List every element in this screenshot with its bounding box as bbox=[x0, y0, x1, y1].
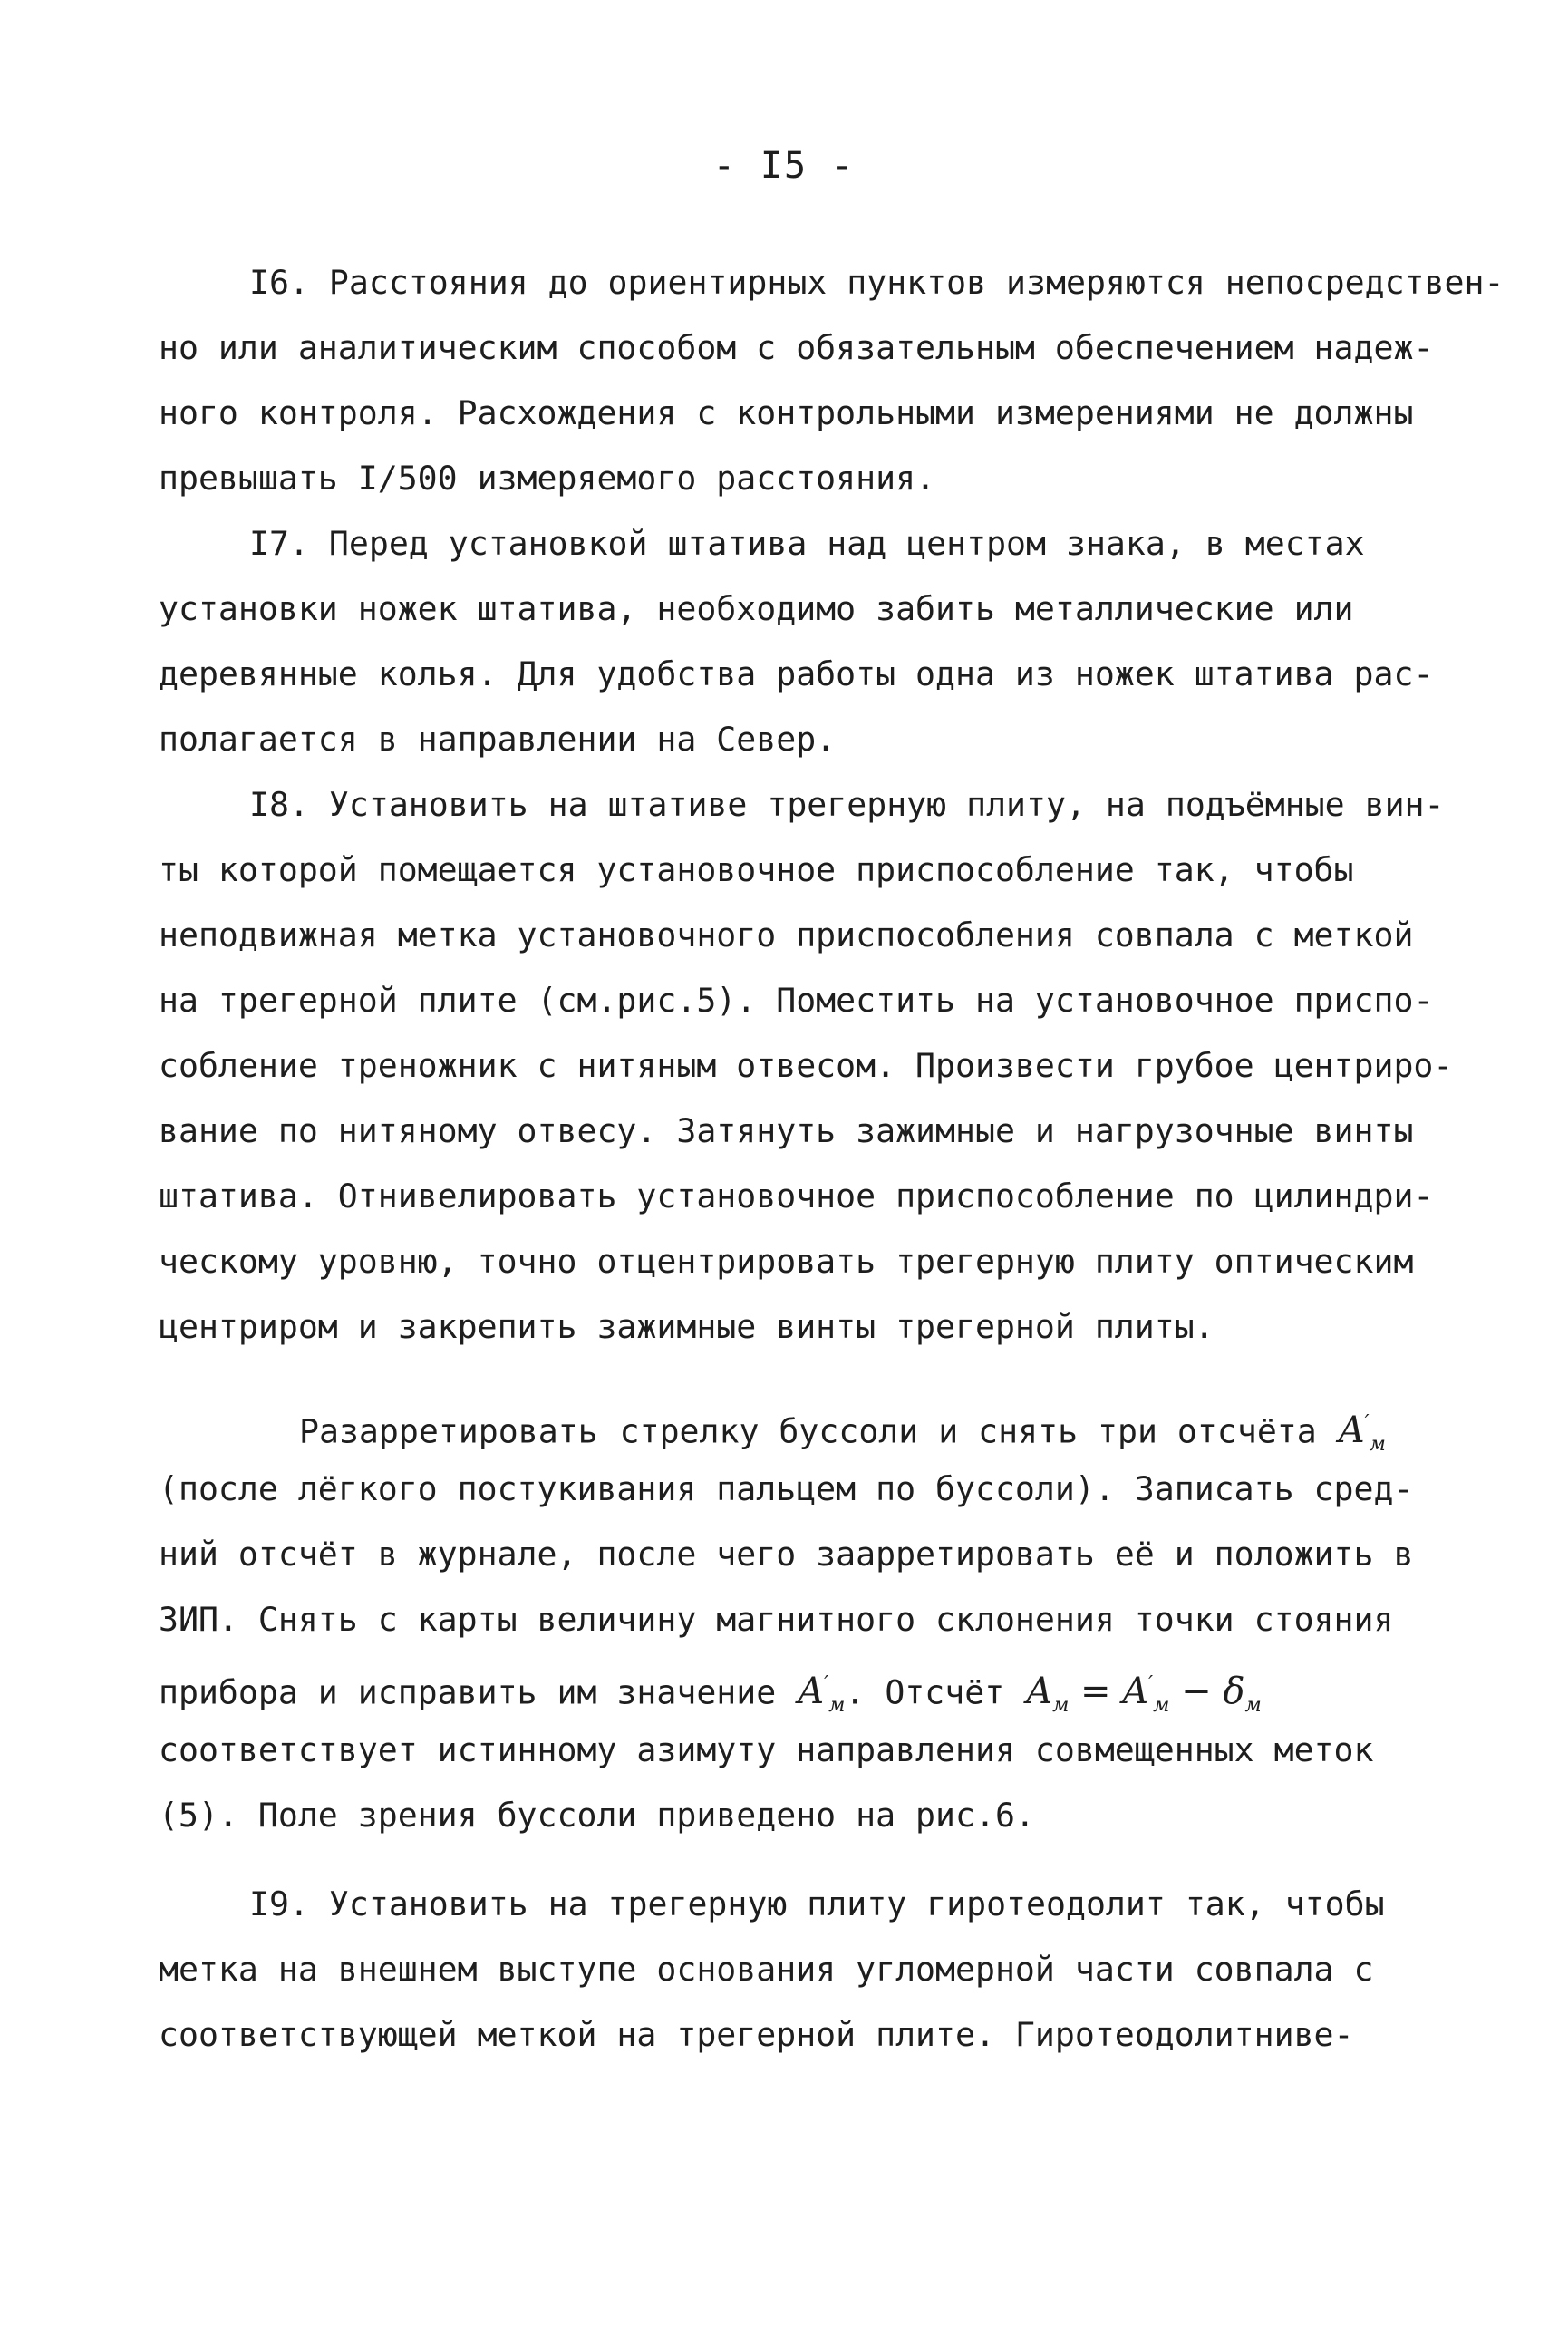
text-line: собление треножник с нитяным отвесом. Произвести грубое центриро- bbox=[159, 1046, 1454, 1085]
paragraph-18 bbox=[159, 772, 1500, 1360]
text-fragment: . Отсчёт bbox=[845, 1672, 1005, 1712]
text-line: деревянные колья. Для удобства работы одна из ножек штатива рас- bbox=[159, 654, 1434, 693]
text-line: ты которой помещается установочное приспособление так, чтобы bbox=[159, 850, 1354, 889]
symbol-prime: ′ bbox=[824, 1673, 829, 1696]
symbol-prime: ′ bbox=[1364, 1412, 1370, 1435]
text-fragment: прибора и исправить им значение bbox=[159, 1672, 777, 1712]
symbol-a-m-prime bbox=[798, 1671, 846, 1718]
formula-rhs-sub: м bbox=[1153, 1694, 1170, 1718]
text-line: центриром и закрепить зажимные винты трегерной плиты. bbox=[159, 1307, 1215, 1346]
text-line bbox=[159, 1652, 1500, 1718]
text-fragment: стрелку буссоли и снять три отсчёта bbox=[619, 1411, 1317, 1451]
text-line: (после лёгкого постукивания пальцем по буссоли). Записать сред- bbox=[159, 1469, 1414, 1508]
formula-rhs: A bbox=[1122, 1671, 1149, 1713]
azimuth-formula bbox=[1026, 1671, 1262, 1718]
text-line: но или аналитическим способом с обязательным обеспечением надеж- bbox=[159, 328, 1434, 367]
text-line: (5). Поле зрения буссоли приведено на рис.6. bbox=[159, 1796, 1035, 1835]
text-line: метка на внешнем выступе основания угломерной части совпала с bbox=[159, 1950, 1374, 1989]
text-line: соответствует истинному азимуту направления совмещенных меток bbox=[159, 1730, 1374, 1769]
symbol-subscript: м bbox=[1369, 1433, 1386, 1457]
text-line: превышать I/500 измеряемого расстояния. bbox=[159, 459, 936, 498]
text-line: штатива. Отнивелировать установочное приспособление по цилиндри- bbox=[159, 1177, 1434, 1216]
paragraph-razarretirovat bbox=[159, 1391, 1500, 1848]
text-line: ЗИП. Снять с карты величину магнитного склонения точки стояния bbox=[159, 1600, 1394, 1639]
text-line: ческому уровню, точно отцентрировать трегерную плиту оптическим bbox=[159, 1242, 1414, 1281]
formula-minus: − bbox=[1169, 1671, 1224, 1713]
paragraph-16 bbox=[159, 250, 1505, 511]
symbol-letter: A bbox=[798, 1671, 825, 1713]
text-line: установки ножек штатива, необходимо забить металлические или bbox=[159, 589, 1354, 628]
symbol-a-m-prime bbox=[1338, 1410, 1386, 1457]
text-line: ного контроля. Расхождения с контрольными измерениями не должны bbox=[159, 393, 1414, 432]
text-line: на трегерной плите (см.рис.5). Поместить на установочное приспо- bbox=[159, 981, 1434, 1020]
paragraph-19 bbox=[159, 1872, 1500, 2068]
text-fragment: Разарретировать bbox=[299, 1411, 598, 1451]
symbol-subscript: м bbox=[828, 1694, 846, 1718]
text-line: вание по нитяному отвесу. Затянуть зажимные и нагрузочные винты bbox=[159, 1111, 1414, 1150]
formula-eq: = bbox=[1069, 1671, 1123, 1713]
text-line: полагается в направлении на Север. bbox=[159, 720, 837, 759]
text-line: I9. Установить на трегерную плиту гиротеодолит так, чтобы bbox=[249, 1884, 1385, 1923]
formula-delta: δ bbox=[1223, 1671, 1245, 1713]
text-line: неподвижная метка установочного приспособления совпала с меткой bbox=[159, 915, 1414, 954]
text-line: I8. Установить на штативе трегерную плиту, на подъёмные вин- bbox=[249, 785, 1445, 824]
text-line: соответствующей меткой на трегерной плите. Гиротеодолитниве- bbox=[159, 2015, 1354, 2054]
text-line: I6. Расстояния до ориентирных пунктов измеряются непосредствен- bbox=[249, 263, 1505, 302]
formula-lhs: A bbox=[1026, 1671, 1053, 1713]
paragraph-17 bbox=[159, 511, 1500, 772]
formula-delta-sub: м bbox=[1244, 1694, 1262, 1718]
symbol-letter: A bbox=[1338, 1410, 1365, 1452]
formula-lhs-sub: м bbox=[1052, 1694, 1070, 1718]
text-line: I7. Перед установкой штатива над центром знака, в местах bbox=[249, 524, 1365, 563]
formula-rhs-prime: ′ bbox=[1148, 1673, 1154, 1696]
page-number: - I5 - bbox=[712, 145, 856, 187]
text-line: ний отсчёт в журнале, после чего заарретировать её и положить в bbox=[159, 1535, 1414, 1574]
text-line bbox=[159, 1391, 1500, 1457]
